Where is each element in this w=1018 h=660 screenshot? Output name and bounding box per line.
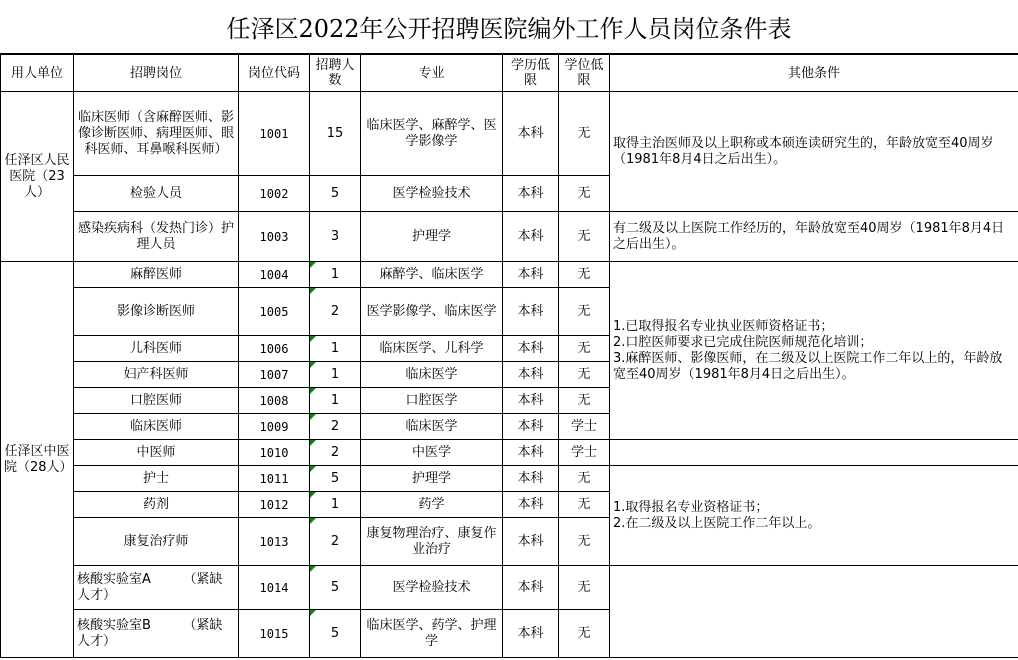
degree-cell: 学士 [559, 440, 610, 466]
degree-cell: 无 [559, 288, 610, 336]
other-conditions-empty [610, 440, 1018, 466]
education-cell: 本科 [503, 566, 559, 610]
header-unit: 用人单位 [1, 55, 74, 92]
major-cell: 麻醉学、临床医学 [361, 262, 503, 288]
unit-tcm-hospital: 任泽区中医院（28人） [1, 262, 74, 658]
other-conditions-4 [610, 466, 1018, 566]
major-cell: 临床医学、药学、护理学 [361, 610, 503, 658]
count-cell: 1 [310, 362, 361, 388]
count-cell: 1 [310, 336, 361, 362]
code-cell: 1010 [239, 440, 310, 466]
degree-cell: 无 [559, 92, 610, 176]
code-cell: 1005 [239, 288, 310, 336]
count-cell: 2 [310, 414, 361, 440]
other-conditions-4-line1: 1.取得报名专业资格证书； [613, 499, 769, 515]
education-cell: 本科 [503, 414, 559, 440]
count-cell: 5 [310, 176, 361, 212]
code-cell: 1013 [239, 518, 310, 566]
other-conditions-3 [610, 262, 1018, 440]
table-row [1, 212, 1018, 262]
other-conditions-3-line3: 3.麻醉医师、影像医师，在二级及以上医院工作二年以上的，年龄放宽至40周岁（1981年8月4日之后出生）。 [613, 350, 1003, 382]
major-cell: 护理学 [361, 212, 503, 262]
education-cell: 本科 [503, 336, 559, 362]
education-cell: 本科 [503, 212, 559, 262]
count-cell: 1 [310, 388, 361, 414]
code-cell: 1006 [239, 336, 310, 362]
education-cell: 本科 [503, 518, 559, 566]
position-cell: 口腔医师 [74, 388, 239, 414]
major-cell: 临床医学、儿科学 [361, 336, 503, 362]
header-count: 招聘人数 [310, 55, 361, 92]
education-cell: 本科 [503, 92, 559, 176]
degree-cell: 无 [559, 212, 610, 262]
other-conditions-3-line1: 1.已取得报名专业执业医师资格证书； [613, 318, 834, 334]
count-cell: 3 [310, 212, 361, 262]
major-cell: 护理学 [361, 466, 503, 492]
education-cell: 本科 [503, 176, 559, 212]
position-cell: 临床医师 [74, 414, 239, 440]
degree-cell: 无 [559, 388, 610, 414]
other-conditions-2: 有二级及以上医院工作经历的，年龄放宽至40周岁（1981年8月4日之后出生）。 [610, 212, 1018, 262]
degree-cell: 无 [559, 466, 610, 492]
table-row [1, 466, 1018, 492]
major-cell: 医学检验技术 [361, 566, 503, 610]
other-conditions-4-line2: 2.在二级及以上医院工作二年以上。 [613, 515, 821, 531]
count-cell: 5 [310, 610, 361, 658]
other-conditions-3-line2: 2.口腔医师要求已完成住院医师规范化培训； [613, 334, 873, 350]
table-row [1, 566, 1018, 610]
degree-cell: 无 [559, 362, 610, 388]
count-cell: 2 [310, 518, 361, 566]
code-cell: 1012 [239, 492, 310, 518]
education-cell: 本科 [503, 440, 559, 466]
education-cell: 本科 [503, 288, 559, 336]
table-row [1, 440, 1018, 466]
count-cell: 5 [310, 466, 361, 492]
code-cell: 1001 [239, 92, 310, 176]
major-cell: 医学检验技术 [361, 176, 503, 212]
position-cell: 临床医师（含麻醉医师、影像诊断医师、病理医师、眼科医师、耳鼻喉科医师） [74, 92, 239, 176]
position-cell: 药剂 [74, 492, 239, 518]
education-cell: 本科 [503, 492, 559, 518]
position-cell: 影像诊断医师 [74, 288, 239, 336]
table-row [1, 92, 1018, 176]
position-cell: 康复治疗师 [74, 518, 239, 566]
header-other: 其他条件 [610, 55, 1018, 92]
position-cell: 核酸实验室A （紧缺人才） [74, 566, 239, 610]
count-cell: 15 [310, 92, 361, 176]
unit-people-hospital: 任泽区人民医院（23人） [1, 92, 74, 262]
degree-cell: 无 [559, 262, 610, 288]
major-cell: 康复物理治疗、康复作业治疗 [361, 518, 503, 566]
degree-cell: 无 [559, 492, 610, 518]
degree-cell: 学士 [559, 414, 610, 440]
code-cell: 1015 [239, 610, 310, 658]
position-cell: 麻醉医师 [74, 262, 239, 288]
count-cell: 5 [310, 566, 361, 610]
code-cell: 1014 [239, 566, 310, 610]
major-cell: 医学影像学、临床医学 [361, 288, 503, 336]
recruitment-table [0, 54, 1018, 658]
header-code: 岗位代码 [239, 55, 310, 92]
count-cell: 2 [310, 288, 361, 336]
education-cell: 本科 [503, 610, 559, 658]
degree-cell: 无 [559, 566, 610, 610]
code-cell: 1007 [239, 362, 310, 388]
degree-cell: 无 [559, 336, 610, 362]
education-cell: 本科 [503, 262, 559, 288]
header-position: 招聘岗位 [74, 55, 239, 92]
position-cell: 儿科医师 [74, 336, 239, 362]
code-cell: 1002 [239, 176, 310, 212]
education-cell: 本科 [503, 362, 559, 388]
position-cell: 核酸实验室B （紧缺人才） [74, 610, 239, 658]
other-conditions-empty [610, 566, 1018, 658]
major-cell: 临床医学 [361, 362, 503, 388]
header-education: 学历低限 [503, 55, 559, 92]
header-degree: 学位低限 [559, 55, 610, 92]
count-cell: 2 [310, 440, 361, 466]
major-cell: 口腔医学 [361, 388, 503, 414]
position-cell: 中医师 [74, 440, 239, 466]
education-cell: 本科 [503, 388, 559, 414]
header-major: 专业 [361, 55, 503, 92]
table-title: 任泽区2022年公开招聘医院编外工作人员岗位条件表 [0, 0, 1018, 54]
major-cell: 药学 [361, 492, 503, 518]
code-cell: 1003 [239, 212, 310, 262]
other-conditions-1: 取得主治医师及以上职称或本硕连读研究生的，年龄放宽至40周岁（1981年8月4日之后出生）。 [610, 92, 1018, 212]
major-cell: 临床医学、麻醉学、医学影像学 [361, 92, 503, 176]
degree-cell: 无 [559, 176, 610, 212]
header-row [1, 55, 1018, 92]
position-cell: 妇产科医师 [74, 362, 239, 388]
count-cell: 1 [310, 262, 361, 288]
education-cell: 本科 [503, 466, 559, 492]
table-row [1, 262, 1018, 288]
code-cell: 1004 [239, 262, 310, 288]
major-cell: 临床医学 [361, 414, 503, 440]
position-cell: 检验人员 [74, 176, 239, 212]
degree-cell: 无 [559, 610, 610, 658]
major-cell: 中医学 [361, 440, 503, 466]
code-cell: 1009 [239, 414, 310, 440]
code-cell: 1008 [239, 388, 310, 414]
position-cell: 感染疾病科（发热门诊）护理人员 [74, 212, 239, 262]
position-cell: 护士 [74, 466, 239, 492]
count-cell: 1 [310, 492, 361, 518]
code-cell: 1011 [239, 466, 310, 492]
degree-cell: 无 [559, 518, 610, 566]
